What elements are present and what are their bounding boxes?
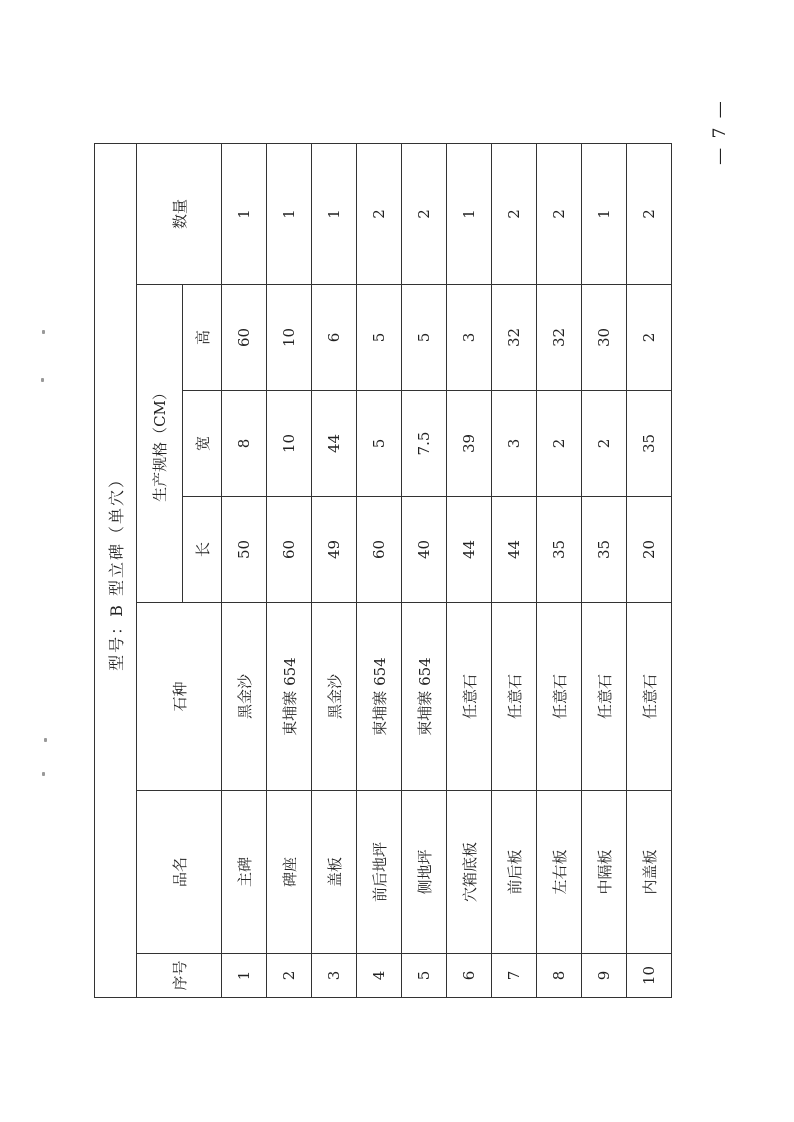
cell-length: 60 <box>267 497 312 603</box>
cell-qty: 2 <box>627 143 672 284</box>
header-height: 高 <box>183 285 222 391</box>
cell-width: 44 <box>312 391 357 497</box>
table-row <box>582 143 627 997</box>
header-spec-group: 生产规格（CM） <box>137 285 183 603</box>
cell-name: 侧地坪 <box>402 791 447 954</box>
table-row <box>357 143 402 997</box>
cell-width: 39 <box>447 391 492 497</box>
cell-qty: 2 <box>492 143 537 284</box>
cell-stone: 黑金沙 <box>222 603 267 791</box>
cell-qty: 1 <box>447 143 492 284</box>
cell-stone: 柬埔寨 654 <box>357 603 402 791</box>
header-seq: 序号 <box>137 954 222 998</box>
cell-length: 35 <box>537 497 582 603</box>
cell-length: 44 <box>492 497 537 603</box>
header-length: 长 <box>183 497 222 603</box>
cell-height: 32 <box>537 285 582 391</box>
cell-height: 32 <box>492 285 537 391</box>
cell-height: 6 <box>312 285 357 391</box>
cell-stone: 任意石 <box>447 603 492 791</box>
cell-seq: 2 <box>267 954 312 998</box>
cell-qty: 1 <box>222 143 267 284</box>
cell-length: 44 <box>447 497 492 603</box>
rotated-table-wrapper <box>94 144 672 998</box>
cell-seq: 4 <box>357 954 402 998</box>
cell-height: 30 <box>582 285 627 391</box>
table-row <box>627 143 672 997</box>
stone-spec-table <box>94 143 672 998</box>
cell-height: 2 <box>627 285 672 391</box>
cell-stone: 任意石 <box>627 603 672 791</box>
cell-height: 10 <box>267 285 312 391</box>
cell-width: 35 <box>627 391 672 497</box>
table-row <box>312 143 357 997</box>
cell-name: 前后板 <box>492 791 537 954</box>
cell-seq: 9 <box>582 954 627 998</box>
cell-name: 左右板 <box>537 791 582 954</box>
cell-width: 3 <box>492 391 537 497</box>
cell-seq: 10 <box>627 954 672 998</box>
scan-speck <box>41 378 44 382</box>
cell-seq: 8 <box>537 954 582 998</box>
cell-width: 2 <box>582 391 627 497</box>
header-qty: 数量 <box>137 143 222 284</box>
table-caption: 型号：B 型立碑（单穴） <box>95 143 137 997</box>
cell-name: 盖板 <box>312 791 357 954</box>
header-stone: 石种 <box>137 603 222 791</box>
cell-length: 49 <box>312 497 357 603</box>
cell-stone: 柬埔寨 654 <box>402 603 447 791</box>
cell-qty: 2 <box>402 143 447 284</box>
cell-qty: 2 <box>357 143 402 284</box>
table-row <box>222 143 267 997</box>
cell-stone: 任意石 <box>537 603 582 791</box>
cell-name: 穴箱底板 <box>447 791 492 954</box>
table-row <box>537 143 582 997</box>
cell-length: 20 <box>627 497 672 603</box>
page-number: — 7 — <box>710 99 730 165</box>
cell-length: 60 <box>357 497 402 603</box>
cell-stone: 東埔寨 654 <box>267 603 312 791</box>
cell-seq: 6 <box>447 954 492 998</box>
cell-width: 7.5 <box>402 391 447 497</box>
cell-width: 2 <box>537 391 582 497</box>
cell-height: 60 <box>222 285 267 391</box>
cell-name: 碑座 <box>267 791 312 954</box>
cell-name: 中隔板 <box>582 791 627 954</box>
cell-stone: 任意石 <box>582 603 627 791</box>
cell-seq: 5 <box>402 954 447 998</box>
cell-length: 50 <box>222 497 267 603</box>
cell-qty: 1 <box>312 143 357 284</box>
header-name: 品名 <box>137 791 222 954</box>
cell-height: 5 <box>357 285 402 391</box>
cell-name: 前后地坪 <box>357 791 402 954</box>
cell-qty: 1 <box>582 143 627 284</box>
cell-width: 5 <box>357 391 402 497</box>
scan-speck <box>44 738 47 742</box>
cell-qty: 2 <box>537 143 582 284</box>
cell-seq: 7 <box>492 954 537 998</box>
cell-length: 35 <box>582 497 627 603</box>
cell-stone: 黑金沙 <box>312 603 357 791</box>
cell-seq: 1 <box>222 954 267 998</box>
cell-width: 8 <box>222 391 267 497</box>
cell-height: 3 <box>447 285 492 391</box>
cell-stone: 任意石 <box>492 603 537 791</box>
table-row <box>447 143 492 997</box>
cell-name: 内盖板 <box>627 791 672 954</box>
cell-qty: 1 <box>267 143 312 284</box>
table-row <box>402 143 447 997</box>
table-row <box>267 143 312 997</box>
scan-speck <box>42 772 45 776</box>
cell-width: 10 <box>267 391 312 497</box>
table-frame <box>94 144 672 998</box>
cell-length: 40 <box>402 497 447 603</box>
cell-name: 主碑 <box>222 791 267 954</box>
cell-height: 5 <box>402 285 447 391</box>
header-width: 宽 <box>183 391 222 497</box>
table-row <box>492 143 537 997</box>
cell-seq: 3 <box>312 954 357 998</box>
scan-speck <box>42 330 45 334</box>
